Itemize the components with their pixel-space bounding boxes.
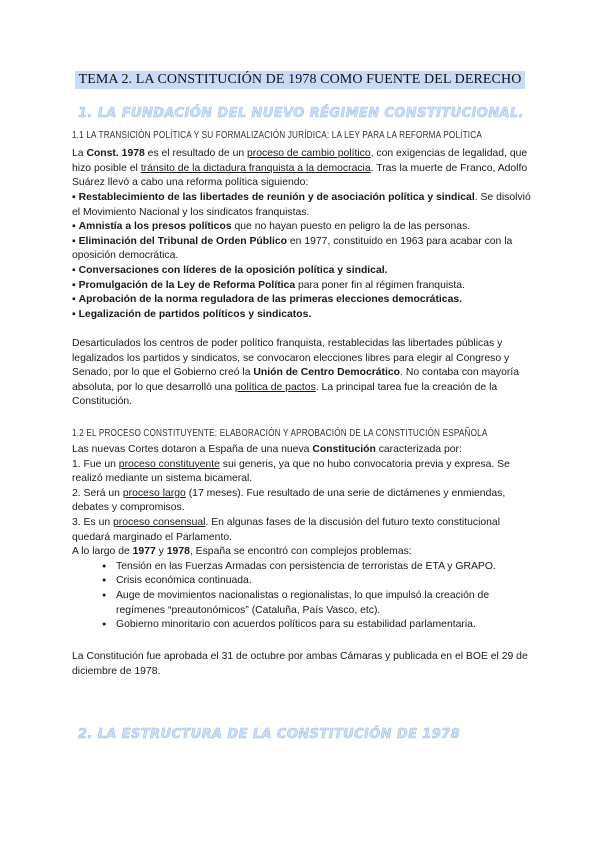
list-item: ▪ Eliminación del Tribunal de Orden Público en 1977, constituido en 1963 para acabar con la oposición democrática. bbox=[72, 235, 513, 262]
elections-paragraph: Desarticulados los centros de poder político franquista, restablecidas las libertades públicas y legalizados los partidos y sindicatos, se convocaron elecciones libres para elegir al Congreso y Senado, por lo que el Gobierno creó la Unión de Centro Democrático. No contaba con mayoría absoluta, por lo que desarrolló una política de pactos. La principal tarea fue la creación de la Constitución. bbox=[72, 338, 520, 408]
list-item: 2. Será un proceso largo (17 meses). Fue resultado de una serie de dictámenes y enmiendas, debates y compromisos. bbox=[72, 487, 506, 514]
list-item: 1. Fue un proceso constituyente sui generis, ya que no hubo convocatoria previa y expresa. Se realizó mediante un sistema bicameral. bbox=[72, 458, 510, 485]
constituent-process: Las nuevas Cortes dotaron a España de una nueva Constitución caracterizada por: 1. Fue un proceso constituyente sui generis, ya que no hubo convocatoria previa y expresa. Se realizó mediante un sistema bicameral. 2. Será un proceso largo (17 meses). Fue resultado de una serie de dictámenes y enmiendas, debates y compromisos. 3. Es un proceso consensual. En algunas fases de la discusión del futuro texto constitucional quedará marginado el Parlamento. A lo largo de 1977 y 1978, España se encontró con complejos problemas: ● Tensión en las Fuerzas Armadas con persistencia de terroristas de ETA y GRAPO. ● Crisis económica continuada. ● Auge de movimientos nacionalistas o regionalistas, lo que impulsó la creación de regímenes “preautonómicos” (Cataluña, País Vasco, etc). ● Gobierno minoritario con acuerdos políticos para su estabilidad parlamentaria. bbox=[72, 443, 532, 633]
list-item: ▪ Promulgación de la Ley de Reforma Política para poner fin al régimen franquista. bbox=[72, 279, 465, 291]
list-item: ▪ Conversaciones con líderes de la oposición política y sindical. bbox=[72, 264, 388, 276]
problems-list bbox=[72, 560, 532, 633]
section-heading-1: 1. LA FUNDACIÓN DEL NUEVO RÉGIMEN CONSTITUCIONAL. bbox=[78, 106, 524, 121]
reform-list bbox=[72, 191, 532, 322]
approval-paragraph: La Constitución fue aprobada el 31 de octubre por ambas Cámaras y publicada en el BOE el 29 de diciembre de 1978. bbox=[72, 651, 528, 677]
list-item: ▪ Aprobación de la norma reguladora de las primeras elecciones democráticas. bbox=[72, 294, 463, 306]
list-item: ▪ Amnistía a los presos políticos que no hayan puesto en peligro la de las personas. bbox=[72, 221, 471, 233]
list-item: ▪ Restablecimiento de las libertades de reunión y de asociación política y sindical. Se disolvió el Movimiento Nacional y los sindicatos franquistas. bbox=[72, 192, 531, 218]
list-item: ● Tensión en las Fuerzas Armadas con persistencia de terroristas de ETA y GRAPO. bbox=[102, 560, 532, 575]
list-item: ● Crisis económica continuada. bbox=[102, 574, 532, 589]
document-title: TEMA 2. LA CONSTITUCIÓN DE 1978 COMO FUENTE DEL DERECHO bbox=[75, 71, 526, 89]
intro-paragraph: La Const. 1978 es el resultado de un proceso de cambio político, con exigencias de legalidad, que hizo posible el tránsito de la dictadura franquista a la democracia. Tras la muerte de Franco, Adolfo Suárez llevó a cabo una reforma política siguiendo: bbox=[72, 148, 528, 189]
list-item: ● Gobierno minoritario con acuerdos políticos para su estabilidad parlamentaria. bbox=[102, 618, 532, 633]
section-heading-2: 2. LA ESTRUCTURA DE LA CONSTITUCIÓN DE 1978 bbox=[78, 727, 461, 742]
list-item: ● Auge de movimientos nacionalistas o regionalistas, lo que impulsó la creación de regímenes “preautonómicos” (Cataluña, País Vasco, etc). bbox=[102, 589, 532, 618]
list-item: ▪ Legalización de partidos políticos y sindicatos. bbox=[72, 308, 312, 320]
subsection-heading-1-2: 1.2 EL PROCESO CONSTITUYENTE: ELABORACIÓN Y APROBACIÓN DE LA CONSTITUCIÓN ESPAÑOLA bbox=[72, 428, 488, 439]
subsection-heading-1-1: 1.1 LA TRANSICIÓN POLÍTICA Y SU FORMALIZACIÓN JURÍDICA: LA LEY PARA LA REFORMA POLÍTICA bbox=[72, 130, 482, 141]
list-item: 3. Es un proceso consensual. En algunas fases de la discusión del futuro texto constitucional quedará marginado el Parlamento. bbox=[72, 516, 501, 543]
